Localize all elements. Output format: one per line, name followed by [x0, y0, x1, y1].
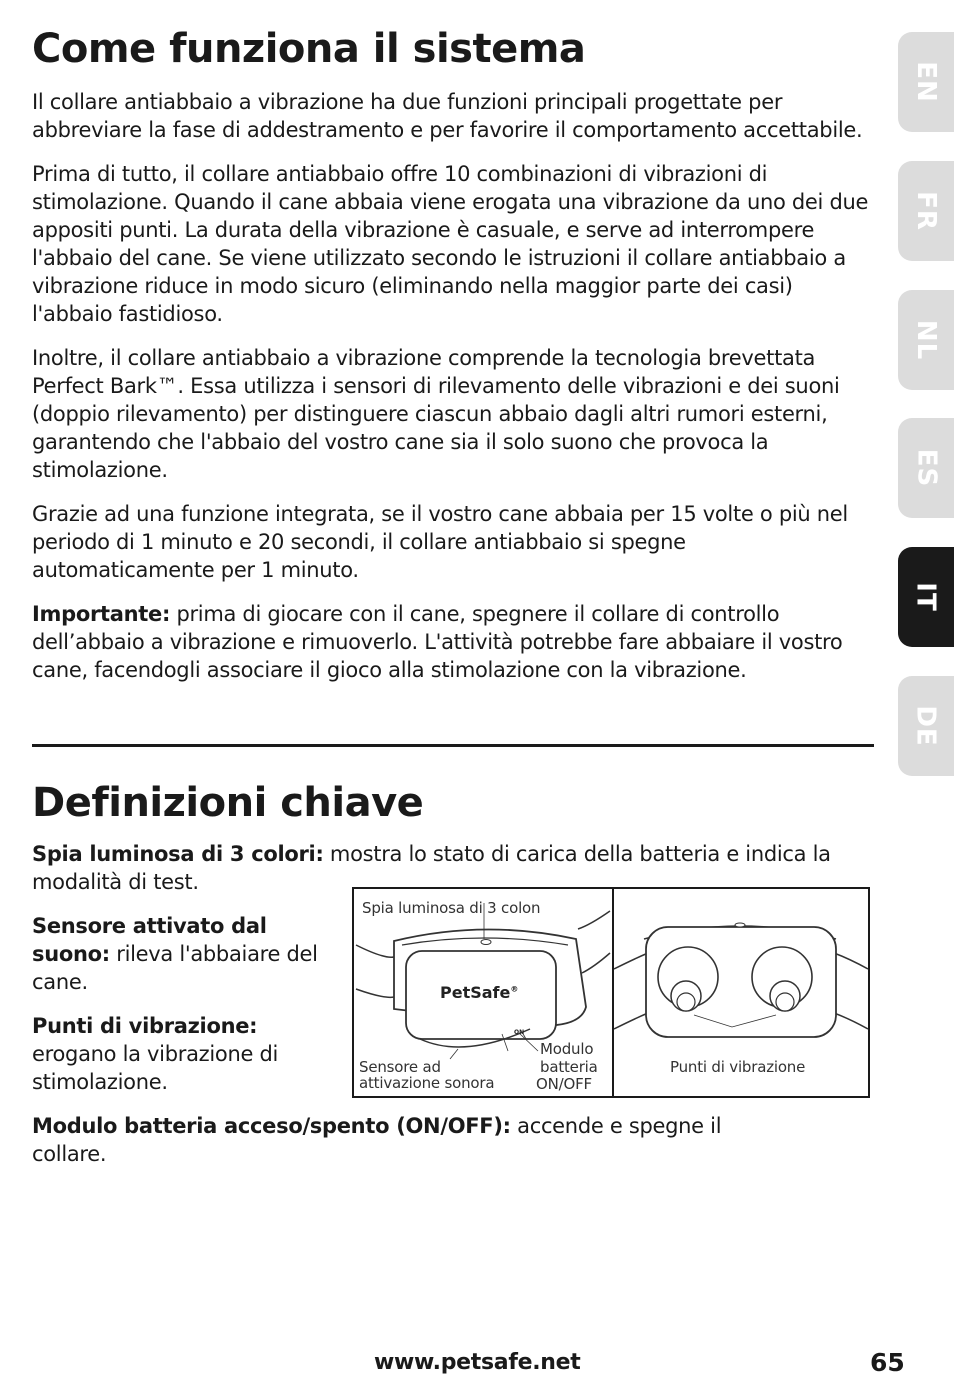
language-tab-label: ES: [911, 448, 941, 488]
definition-term: Sensore attivato dal suono:: [32, 914, 267, 966]
label-sound-sensor-line1: Sensore ad: [359, 1058, 441, 1076]
language-tab-nl[interactable]: [898, 290, 954, 390]
definition-term: Spia luminosa di 3 colori:: [32, 842, 324, 866]
language-tab-en[interactable]: [898, 32, 954, 132]
label-battery-module-line3: ON/OFF: [536, 1075, 592, 1093]
petsafe-logo: [440, 983, 518, 1002]
important-note: [32, 600, 874, 684]
definition-text: accende e spegne il collare.: [32, 1114, 722, 1166]
language-tab-label: EN: [911, 61, 941, 103]
label-sound-sensor-line2: attivazione sonora: [359, 1074, 495, 1092]
language-tab-label: NL: [910, 319, 941, 361]
important-text: prima di giocare con il cane, spegnere il collare di controllo dell’abbaio a vibrazione e rimuoverlo. L'attività potrebbe fare abbaiare il vostro cane, facendogli associare il gioco alla stimolazione con la vibrazione.: [32, 602, 843, 682]
footer-url: www.petsafe.net: [374, 1350, 581, 1375]
paragraph: Grazie ad una funzione integrata, se il vostro cane abbaia per 15 volte o più nel periodo di 1 minuto e 20 secondi, il collare antiabbaio si spegne automaticamente per 1 minuto.: [32, 502, 848, 582]
language-tab-fr[interactable]: [898, 161, 954, 261]
definition-text: mostra lo stato di carica della batteria e indica la modalità di test.: [32, 842, 831, 894]
definition-text: rileva l'abbaiare del cane.: [32, 942, 318, 994]
definition-term: Modulo batteria acceso/spento (ON/OFF):: [32, 1114, 511, 1138]
section-title-how-it-works: Come funziona il sistema: [32, 26, 586, 72]
paragraph: Prima di tutto, il collare antiabbaio offre 10 combinazioni di vibrazioni di stimolazione. Quando il cane abbaia viene erogata una vibrazione da uno dei due appositi punti. La durata della vibrazione è casuale, e serve ad interrompere l'abbaio del cane. Se viene utilizzato secondo le istruzioni il collare antiabbaio a vibrazione riduce in modo sicuro (eliminando nella maggior parte dei casi) l'abbaio fastidioso.: [32, 162, 869, 326]
section-title-definitions: Definizioni chiave: [32, 780, 424, 826]
language-tab-label: DE: [911, 705, 941, 747]
definition-item: [32, 912, 322, 996]
collar-back-view: [614, 889, 868, 1096]
registered-mark: ®: [510, 984, 519, 994]
label-battery-module-line2: batteria: [540, 1058, 598, 1076]
on-mark: ON: [514, 1029, 525, 1036]
paragraph: Il collare antiabbaio a vibrazione ha due funzioni principali progettate per abbreviare la fase di addestramento e per favorire il comportamento accettabile.: [32, 90, 863, 142]
definition-item: [32, 1112, 792, 1168]
paragraph: Inoltre, il collare antiabbaio a vibrazione comprende la tecnologia brevettata Perfect Bark™. Essa utilizza i sensori di rilevamento delle vibrazioni e dei suoni (doppio rilevamento) per distinguere ciascun abbaio dagli altri rumori esterni, garantendo che l'abbaio del vostro cane sia il solo suono che provoca la stimolazione.: [32, 346, 840, 482]
label-vibration-points: Punti di vibrazione: [670, 1058, 806, 1076]
section-divider: [32, 744, 874, 747]
language-tab-label: FR: [911, 191, 941, 231]
collar-front-view: [354, 889, 614, 1096]
label-battery-module-line1: Modulo: [540, 1040, 594, 1058]
label-indicator-light: Spia luminosa di 3 colon: [362, 899, 541, 917]
page-number: 65: [870, 1348, 905, 1377]
language-tab-es[interactable]: [898, 418, 954, 518]
definition-text: erogano la vibrazione di stimolazione.: [32, 1042, 279, 1094]
language-tab-de[interactable]: [898, 676, 954, 776]
how-it-works-body: [32, 88, 874, 700]
language-tab-it[interactable]: [898, 547, 954, 647]
definition-term: Punti di vibrazione:: [32, 1014, 258, 1038]
language-tab-label: IT: [910, 582, 941, 612]
petsafe-logo-text: PetSafe: [440, 983, 511, 1002]
collar-diagram: [352, 887, 870, 1098]
important-label: Importante:: [32, 602, 171, 626]
definition-item: [32, 1012, 322, 1096]
